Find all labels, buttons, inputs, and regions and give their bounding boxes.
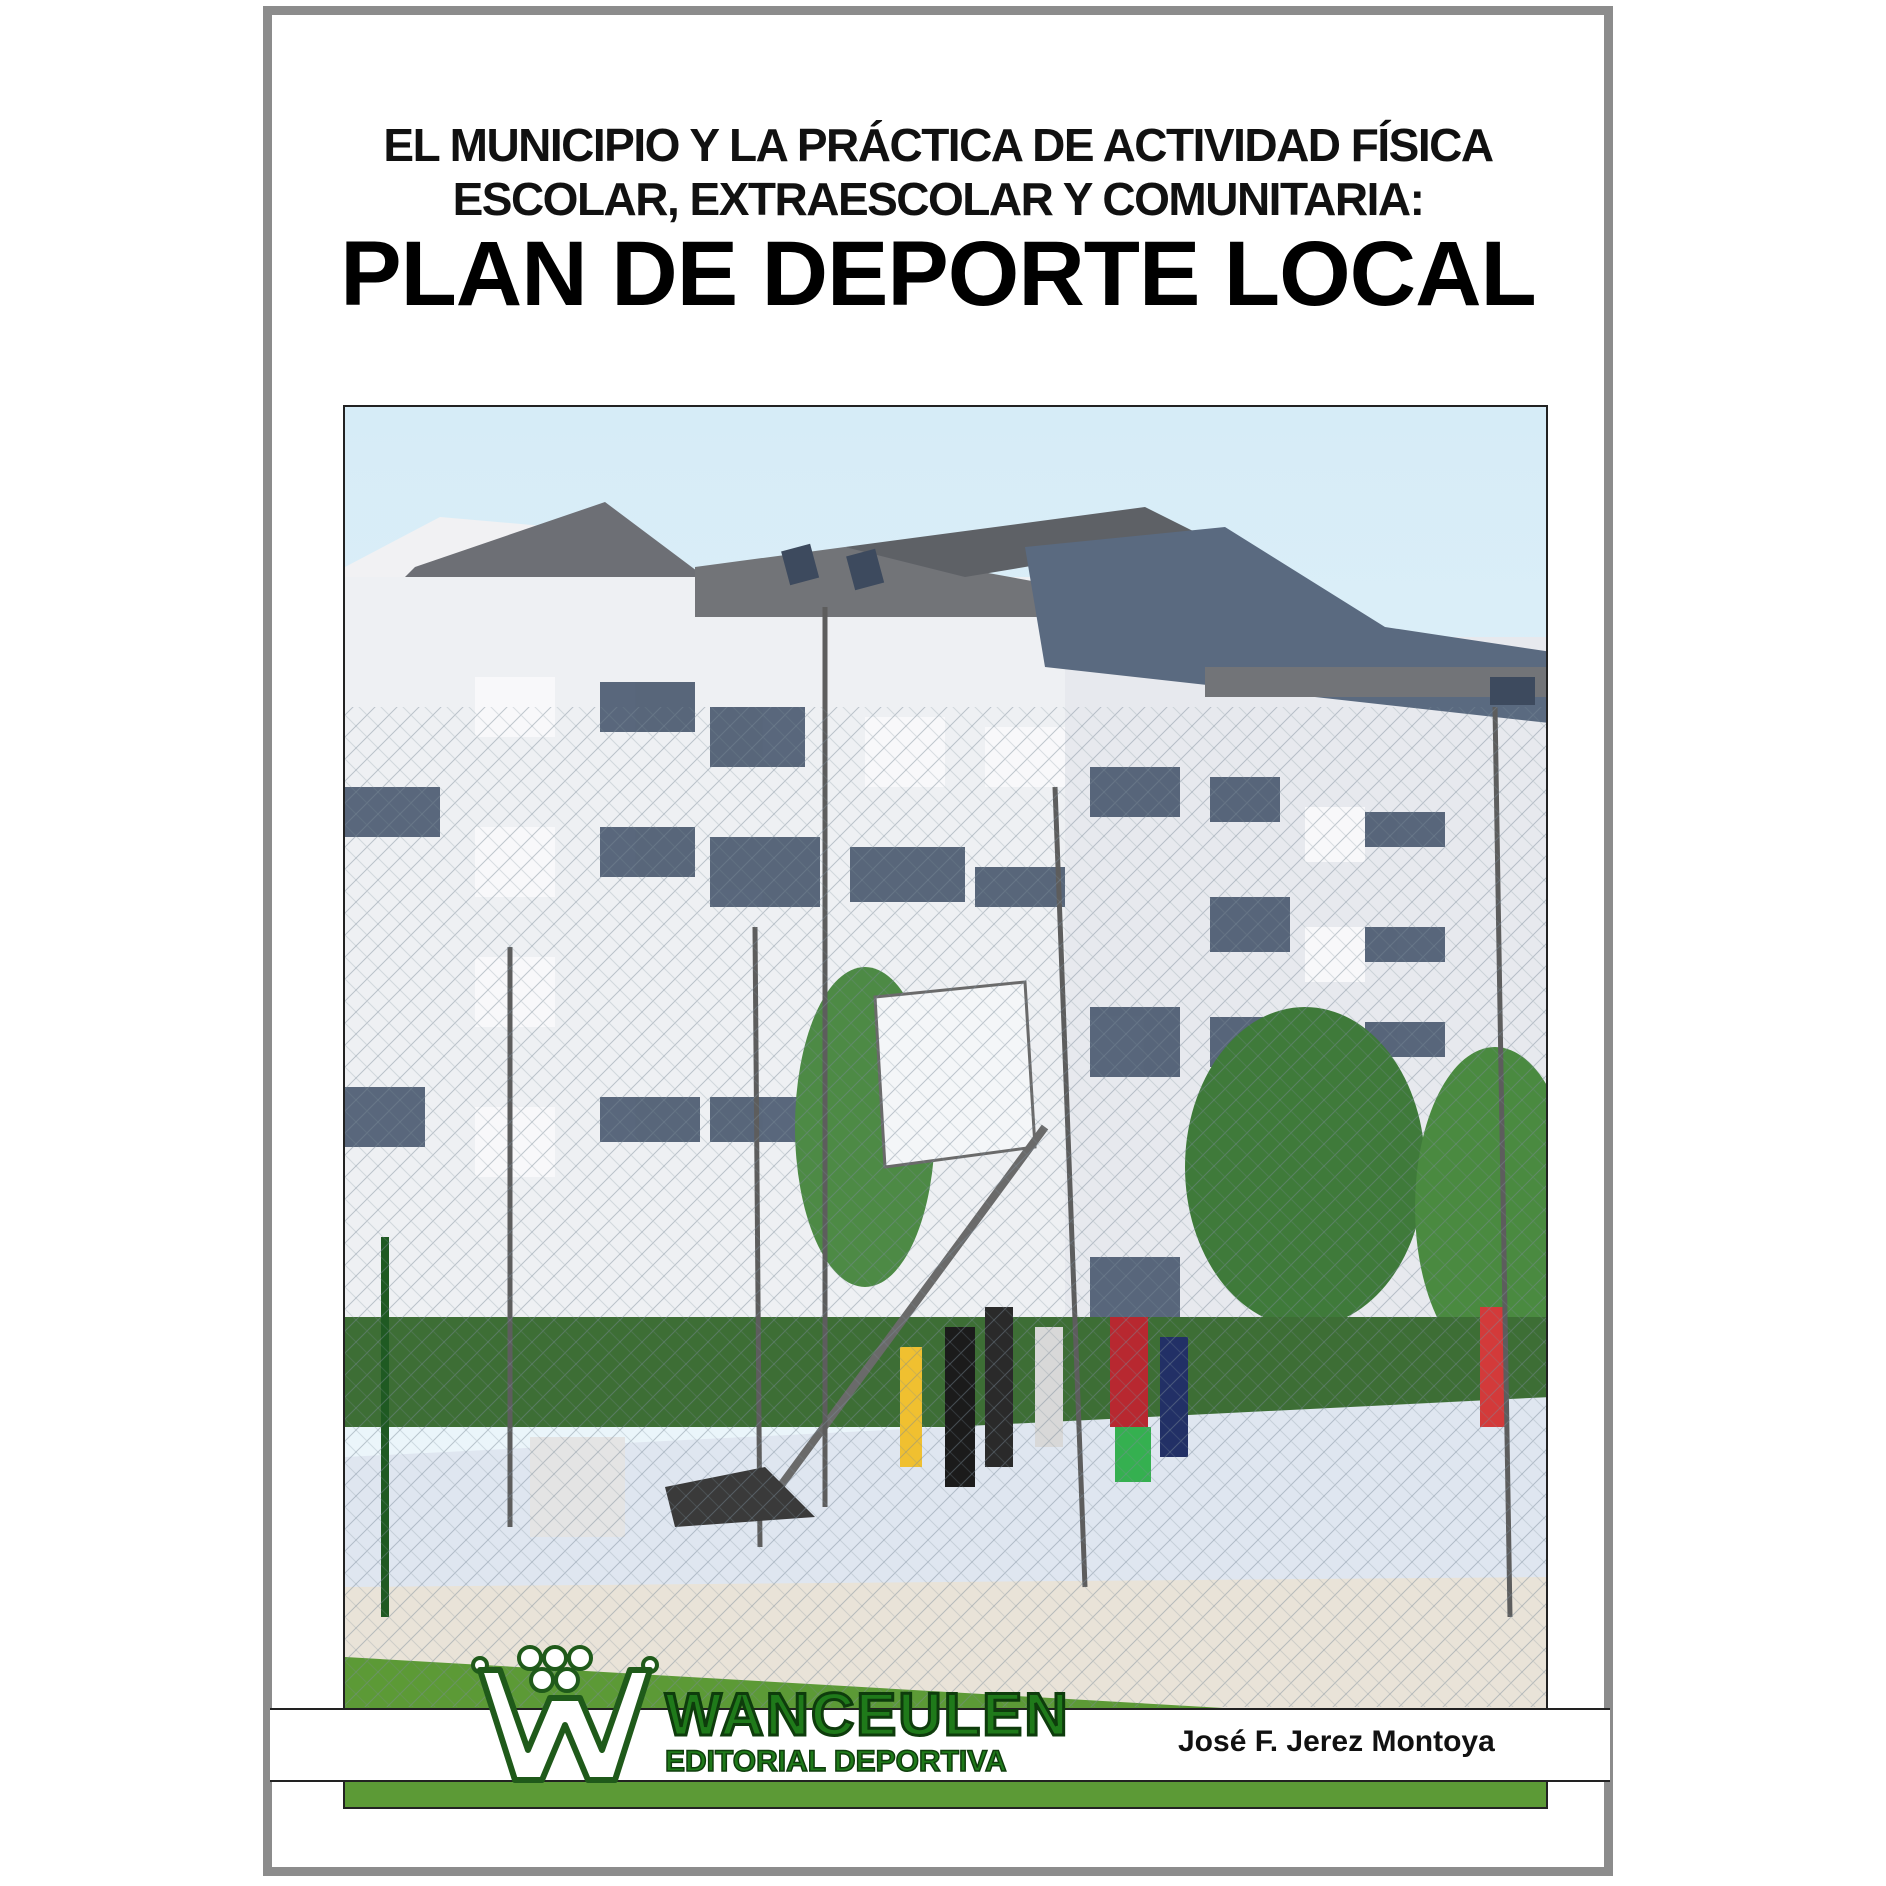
basketball-court-illustration xyxy=(345,407,1548,1809)
crowned-w-logo-icon xyxy=(470,1640,660,1795)
book-title: PLAN DE DEPORTE LOCAL xyxy=(340,223,1536,325)
cover-photo xyxy=(343,405,1548,1809)
subtitle-line-1: EL MUNICIPIO Y LA PRÁCTICA DE ACTIVIDAD FÍSICA xyxy=(383,119,1493,171)
subtitle-line-2: ESCOLAR, EXTRAESCOLAR Y COMUNITARIA: xyxy=(452,173,1424,225)
publisher-tagline: EDITORIAL DEPORTIVA xyxy=(665,1745,1007,1778)
publisher-name: WANCEULEN xyxy=(665,1681,1070,1748)
author-name: José F. Jerez Montoya xyxy=(1178,1725,1495,1758)
